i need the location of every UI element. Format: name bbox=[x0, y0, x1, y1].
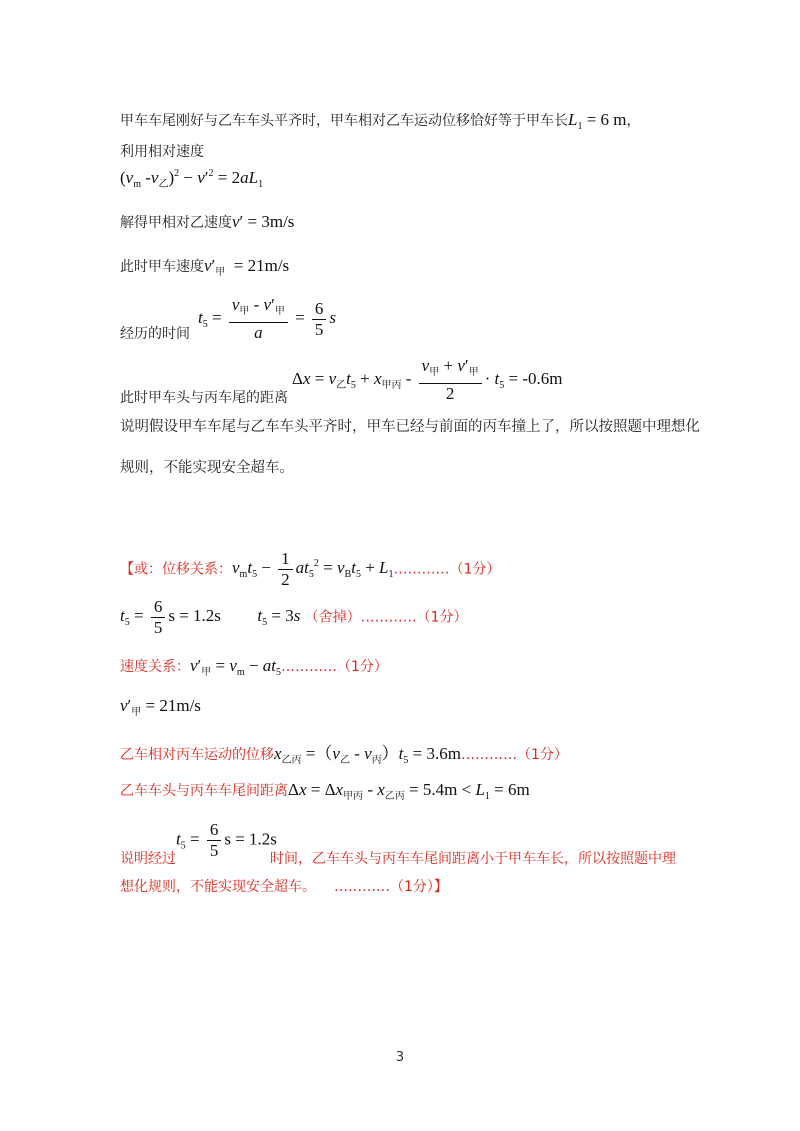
text-line-4 bbox=[120, 212, 294, 232]
line-9-text: 规则，不能实现安全超车。 bbox=[120, 460, 294, 476]
line-4-text: 解得甲相对乙速度 bbox=[120, 215, 232, 231]
alt-8-score: …………（1分）】 bbox=[334, 879, 448, 895]
equation-time-t5: $t_5$ = $\frac{v_甲 - v'_甲}{a}$ = $\frac{6}{5}$ s bbox=[198, 295, 337, 342]
line-1-text: 甲车车尾刚好与乙车车头平齐时，甲车相对乙车运动位移恰好等于甲车长 bbox=[120, 113, 568, 129]
line-1-equation: $L_1 = 6$ m bbox=[568, 110, 627, 132]
alt-6-label: 乙车车头与丙车车尾间距离 bbox=[120, 783, 288, 799]
line-5-equation: $v'_甲 = 21m/s$ bbox=[204, 256, 290, 278]
alt-5-equation: $x_{乙丙} =(v_乙 - v_丙)t_5 = 3.6m$ bbox=[274, 744, 461, 766]
alt-1-score: …………（1分） bbox=[393, 561, 501, 578]
alt-2-note: （舍掉）…………（1分） bbox=[304, 609, 468, 626]
alt-7-text: 时间，乙车车头与丙车车尾间距离小于甲车车长，所以按照题中理 bbox=[270, 851, 676, 867]
line-2-text: 利用相对速度 bbox=[120, 144, 204, 160]
alt-3-score: …………（1分） bbox=[281, 659, 388, 675]
alt-line-7-text bbox=[270, 848, 676, 868]
text-line-9 bbox=[120, 456, 294, 477]
alt-8-text: 想化规则，不能实现安全超车。 bbox=[120, 879, 316, 895]
alt-6-equation: $\Delta x = \Delta x_{甲丙} - x_{乙丙} = 5.4m < L_1 = 6m$ bbox=[288, 780, 530, 802]
line-5-text: 此时甲车速度 bbox=[120, 259, 204, 275]
alt-5-score: …………（1分） bbox=[460, 747, 568, 763]
alt-7-label: 说明经过 bbox=[120, 851, 176, 867]
equation-distance: $\Delta x = v_乙t_5 + x_{甲丙}$ - $\frac{v_甲 + v'_甲}{2}$ · $t_5 = -0.6m$ bbox=[292, 356, 563, 403]
alt-line-5 bbox=[120, 739, 568, 766]
line-7-text: 此时甲车头与丙车尾的距离 bbox=[120, 390, 288, 406]
text-line-8 bbox=[120, 415, 700, 436]
alt-1-label: 【或：位移关系： bbox=[120, 561, 232, 578]
alt-2-eq1: $t_5$ = $\frac{6}{5}$ s = 1.2s bbox=[120, 597, 221, 637]
text-line-2 bbox=[120, 141, 204, 161]
line-1-end: ， bbox=[626, 113, 641, 129]
text-line-7-label bbox=[120, 387, 288, 407]
alt-line-8 bbox=[120, 876, 448, 896]
text-line-1 bbox=[120, 110, 641, 132]
alt-7-equation: $t_5$ = $\frac{6}{5}$ s = 1.2s bbox=[176, 820, 277, 860]
alt-line-3 bbox=[120, 656, 388, 678]
text-line-5 bbox=[120, 256, 289, 278]
text-line-6-label bbox=[120, 323, 190, 343]
line-4-equation: v′ = 3m/s bbox=[232, 212, 295, 231]
alt-5-label: 乙车相对丙车运动的位移 bbox=[120, 747, 274, 763]
alt-1-equation: $v_mt_5$ − $\frac{1}{2}$ $at_5^2 = v_Bt_5 + L_1$ bbox=[232, 549, 394, 589]
alt-line-6 bbox=[120, 780, 530, 802]
alt-2-eq2: $t_5 = 3s$ bbox=[257, 606, 301, 629]
alt-line-1 bbox=[120, 550, 500, 589]
alt-3-label: 速度关系： bbox=[120, 659, 190, 675]
page-number: 3 bbox=[395, 1050, 405, 1065]
alt-line-2 bbox=[120, 598, 468, 637]
line-6-text: 经历的时间 bbox=[120, 326, 190, 342]
equation-relative-velocity: ($v_m$ $-v_乙)^2 - v'^2 = 2aL_1$ bbox=[120, 168, 264, 190]
alt-line-7-label bbox=[120, 848, 176, 868]
line-8-text: 说明假设甲车车尾与乙车车头平齐时，甲车已经与前面的丙车撞上了，所以按照题中理想化 bbox=[120, 419, 700, 435]
alt-line-4: $v'_甲 = 21m/s$ bbox=[120, 696, 201, 718]
alt-3-equation: $v'_甲 = v_m - at_5$ bbox=[190, 656, 282, 678]
